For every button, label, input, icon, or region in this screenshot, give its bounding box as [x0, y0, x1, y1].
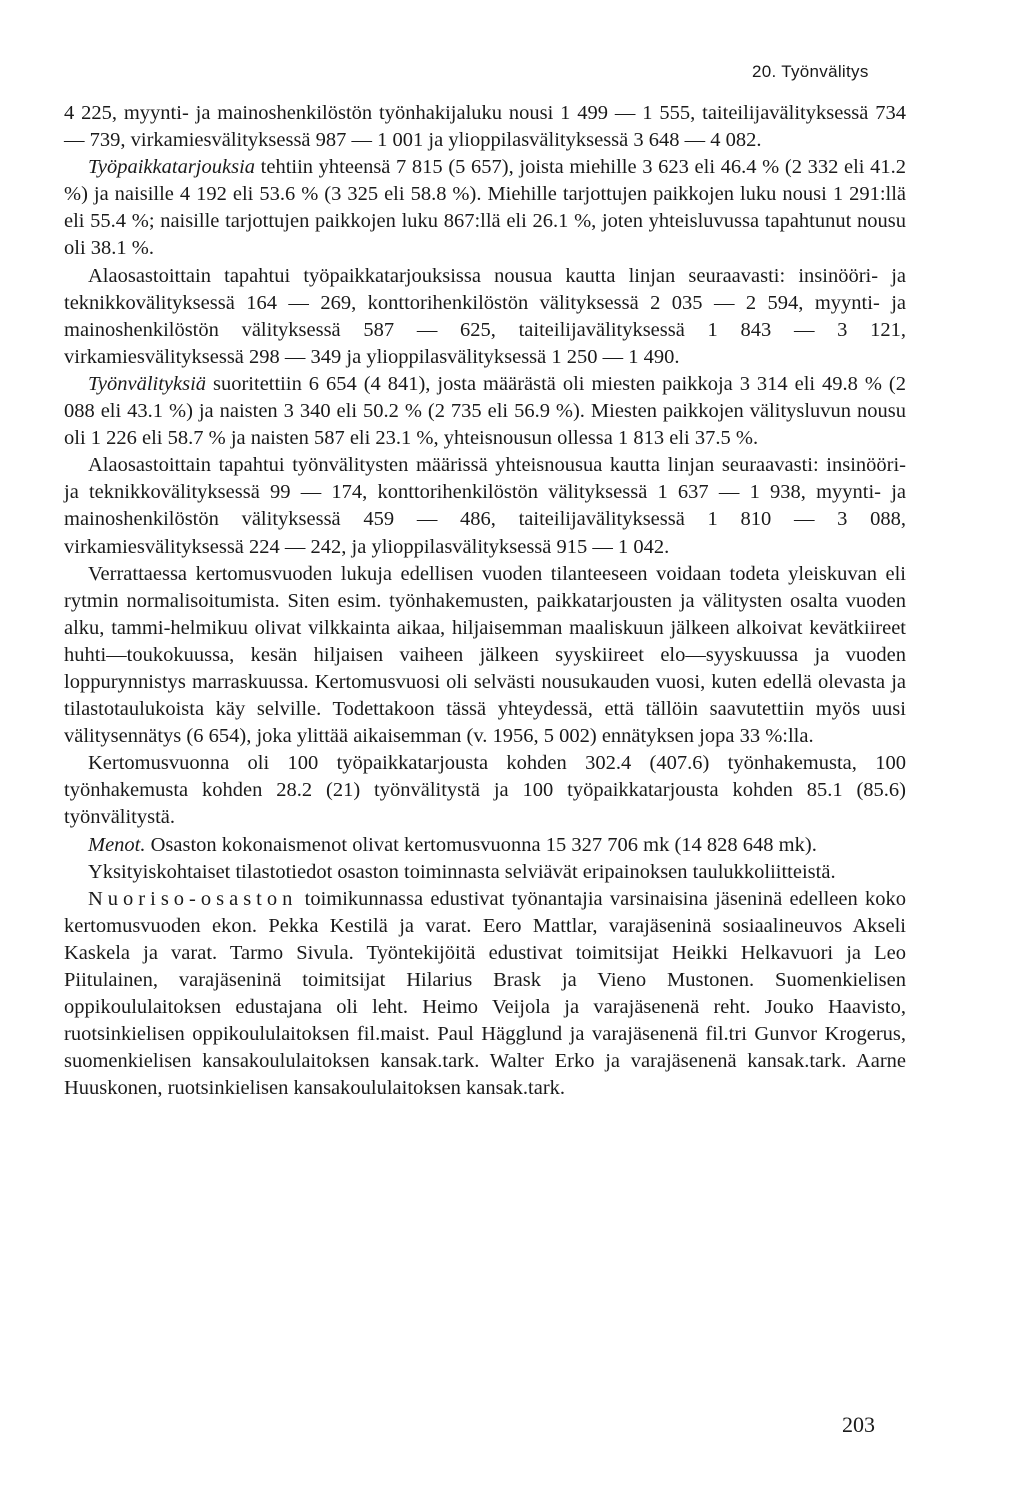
paragraph-2-lead: Työpaikkatarjouksia — [88, 156, 256, 179]
running-head: 20. Työnvälitys — [752, 62, 869, 81]
paragraph-3 — [64, 263, 906, 371]
paragraph-6-text: Verrattaessa kertomusvuoden lukuja edellisen vuoden tilanteeseen voidaan todeta yleiskuvan eli rytmin normalisoitumista. Siten esim. työnhakemusten, paikkatarjousten ja välitysten osalta vuoden alku, tammi-helmikuu olivat vilkkainta aikaa, hiljaisemman maaliskuun jälkeen alkoivat kevätkiireet huhti—toukokuussa, kesän hiljaisen vaiheen jälkeen syyskiireet elo—syyskuussa ja vuoden loppurynnistys marraskuussa. Kertomusvuosi oli selvästi nousukauden vuosi, kuten edellä olevasta ja tilastotaulukoista käy selville. Todettakoon tässä yhteydessä, että tällöin saavutettiin myös uusi välitysennätys (6 654), joka ylittää aikaisemman (v. 1956, 5 002) ennätyksen jopa 33 %:lla. — [64, 562, 906, 748]
paragraph-7-text: Kertomusvuonna oli 100 työpaikkatarjousta kohden 302.4 (407.6) työnhakemusta, 100 työnhakemusta kohden 28.2 (21) työnvälitystä ja 100 työpaikkatarjousta kohden 85.1 (85.6) työnvälitystä. — [64, 752, 906, 829]
paragraph-8-text: Osaston kokonaismenot olivat kertomusvuonna 15 327 706 mk (14 828 648 mk). — [145, 833, 817, 856]
paragraph-6 — [64, 561, 906, 751]
paragraph-8 — [64, 832, 906, 859]
paragraph-10-text: toimikunnassa edustivat työnantajia varsinaisina jäseninä edelleen koko kertomusvuoden ekon. Pekka Kestilä ja varat. Eero Mattlar, varajäseninä sosiaalineuvos Akseli Kaskela ja varat. Tarmo Sivula. Työntekijöitä edustivat toimitsijat Heikki Helkavuori ja Leo Piitulainen, varajäseninä toimitsijat Hilarius Brask ja Vieno Mustonen. Suomenkielisen oppikoululaitoksen edustajana oli leht. Heimo Veijola ja varajäsenenä reht. Jouko Haavisto, ruotsinkielisen oppikoululaitoksen fil.maist. Paul Hägglund ja varajäsenenä fil.tri Gunvor Krogerus, suomenkielisen kansakoululaitoksen kansak.tark. Walter Erko ja varajäsenenä kansak.tark. Aarne Huuskonen, ruotsinkielisen kansakoululaitoksen kansak.tark. — [64, 887, 906, 1100]
paragraph-9 — [64, 859, 906, 886]
paragraph-9-text: Yksityiskohtaiset tilastotiedot osaston toiminnasta selviävät eripainoksen taulukkoliitteistä. — [88, 860, 836, 883]
paragraph-7 — [64, 750, 906, 831]
paragraph-4 — [64, 371, 906, 452]
page-number: 203 — [842, 1412, 875, 1437]
paragraph-10-lead: Nuoriso-osaston — [88, 887, 298, 910]
body-text — [64, 100, 906, 1102]
paragraph-5 — [64, 452, 906, 560]
paragraph-2-text: tehtiin yhteensä 7 815 (5 657), joista miehille 3 623 eli 46.4 % (2 332 eli 41.2 %) ja naisille 4 192 eli 53.6 % (3 325 eli 58.8 %). Miehille tarjottujen paikkojen luku nousi 1 291:llä eli 55.4 %; naisille tarjottujen paikkojen luku 867:llä eli 26.1 %, joten yhteisluvussa tapahtunut nousu oli 38.1 %. — [64, 156, 906, 260]
paragraph-3-text: Alaosastoittain tapahtui työpaikkatarjouksissa nousua kautta linjan seuraavasti: insinööri- ja teknikkovälityksessä 164 — 269, konttorihenkilöstön välityksessä 2 035 — 2 594, myynti- ja mainoshenkilöstön välityksessä 587 — 625, taiteilijavälityksessä 1 843 — 3 121, virkamiesvälityksessä 298 — 349 ja ylioppilasvälityksessä 1 250 — 1 490. — [64, 264, 906, 368]
paragraph-2 — [64, 154, 906, 262]
paragraph-4-text: suoritettiin 6 654 (4 841), josta määrästä oli miesten paikkoja 3 314 eli 49.8 % (2 088 eli 43.1 %) ja naisten 3 340 eli 50.2 % (2 735 eli 56.9 %). Miesten paikkojen välitysluvun nousu oli 1 226 eli 58.7 % ja naisten 587 eli 23.1 %, yhteisnousun ollessa 1 813 eli 37.5 %. — [64, 372, 906, 450]
paragraph-1 — [64, 100, 906, 154]
paragraph-4-lead: Työnvälityksiä — [88, 372, 207, 395]
paragraph-10 — [64, 886, 906, 1103]
paragraph-5-text: Alaosastoittain tapahtui työnvälitysten määrissä yhteisnousua kautta linjan seuraavasti: insinööri- ja teknikkovälityksessä 99 — 174, konttorihenkilöstön välityksessä 1 637 — 1 938, myynti- ja mainoshenkilöstön välityksessä 459 — 486, taiteilijavälityksessä 1 810 — 3 088, virkamiesvälityksessä 224 — 242, ja ylioppilasvälityksessä 915 — 1 042. — [64, 454, 906, 558]
paragraph-1-text: 4 225, myynti- ja mainoshenkilöstön työnhakijaluku nousi 1 499 — 1 555, taiteilijavälityksessä 734 — 739, virkamiesvälityksessä 987 — 1 001 ja ylioppilasvälityksessä 3 648 — 4 082. — [64, 102, 906, 152]
paragraph-8-lead: Menot. — [88, 833, 146, 856]
